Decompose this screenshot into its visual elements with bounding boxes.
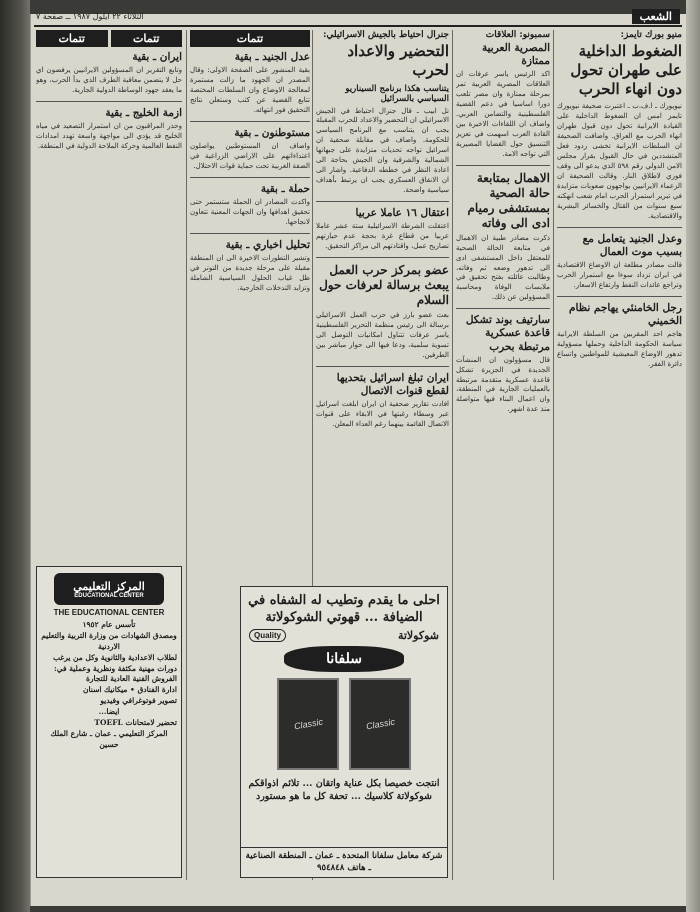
ad-line: ايضا... <box>98 707 120 716</box>
page-edge <box>686 0 700 912</box>
divider <box>190 177 310 178</box>
continuation-body: وتشير التطورات الاخيرة الى ان المنطقة مقبلة على مرحلة جديدة من التوتر في ظل غياب الحلول السياسية الشاملة وتزايد التدخلات الخارجية. <box>190 253 310 292</box>
column-egypt-relations <box>456 30 550 880</box>
news-brief-body: اعتقلت الشرطة الاسرائيلية ستة عشر عاملا عربيا من قطاع غزة بحجة عدم حيازتهم تصاريح عمل، واقتادتهم الى مراكز التحقيق. <box>316 222 449 250</box>
box-label: Classic <box>292 716 324 732</box>
column-rule <box>452 30 453 880</box>
continuations-header <box>190 30 310 47</box>
divider <box>316 257 449 258</box>
article-subhead: رجل الخامنئي يهاجم نظام الخميني <box>569 301 682 327</box>
continuation-body: وحذر المراقبون من ان استمرار التصعيد في مياه الخليج قد يؤدي الى مواجهة واسعة تهدد امدادات النفط العالمية وحركة الملاحة الدولية في المنطقة. <box>36 122 182 150</box>
masthead-logo: الشعب <box>632 9 680 24</box>
divider <box>316 201 449 202</box>
divider <box>190 233 310 234</box>
ad-line: تصوير فوتوغرافي وفيديو <box>100 696 177 706</box>
article-headline: المصرية العربية ممتازة <box>482 42 550 68</box>
continuations-title: تتمات <box>190 30 310 47</box>
continuation-title: عدل الجنيد ـ بقية <box>234 51 310 63</box>
educational-center-ad <box>36 566 182 878</box>
folio-bar <box>30 8 686 24</box>
continuation-title: مستوطنون ـ بقية <box>234 126 310 139</box>
top-rule <box>34 25 682 27</box>
continuations-title: تتمات <box>111 30 183 47</box>
article-body: بعث عضو بارز في حزب العمل الاسرائيلي برسالة الى رئيس منظمة التحرير الفلسطينية ياسر عرفات تتناول امكانيات التوصل الى تسوية سلمية، ودعا فيها الى حوار مباشر بين الطرفين. <box>316 310 449 359</box>
column-rule <box>186 30 187 880</box>
column-continuations <box>190 30 310 580</box>
ad-product-word: شوكولاتة <box>397 628 439 642</box>
article-body: قال مسؤولون ان المنشآت الجديدة في الجزيرة تشكل قاعدة عسكرية متقدمة مرتبطة بالعمليات الجارية في المنطقة، وان اعمال البناء فيها متواصلة منذ عدة اشهر. <box>456 355 550 414</box>
ad-line: المركز التعليمي ـ عمان ـ شارع الملك حسين <box>50 728 168 749</box>
quality-badge: Quality <box>249 629 286 642</box>
divider <box>36 101 182 102</box>
article-body: قالت مصادر مطلعة ان الاوضاع الاقتصادية في ايران تزداد سوءا مع استمرار الحرب وتراجع عائدات النفط وارتفاع الاسعار. <box>557 260 682 289</box>
column-continuations-left <box>36 30 182 560</box>
ad-line: ادارة الفنادق • ميكانيك اسنان <box>83 685 177 695</box>
article-subhead: ايران تبلغ اسرائيل بتحديها لقطع قنوات الاتصال <box>336 371 449 397</box>
divider <box>456 165 550 166</box>
article-subhead: يتناسب هكذا برنامج السيناريو السياسي بالسرائيل <box>345 83 449 104</box>
chocolate-ad <box>240 586 448 878</box>
ad-name-english: THE EDUCATIONAL CENTER <box>53 608 165 617</box>
divider <box>557 296 682 297</box>
article-body: افادت تقارير صحفية ان ايران ابلغت اسرائيل عبر وسطاء رغبتها في الابقاء على قنوات الاتصال القائمة بينهما رغم العداء المعلن. <box>316 399 449 428</box>
box-label: Classic <box>364 716 396 732</box>
book-binding <box>0 0 30 912</box>
continuation-body: واكدت المصادر ان الحملة ستستمر حتى تحقيق اهدافها وان الجهات المعنية تتعاون لانجاحها. <box>190 197 310 226</box>
divider <box>456 308 550 309</box>
article-headline: الضغوط الداخلية على طهران تحول دون انهاء الحرب <box>570 42 682 98</box>
chocolate-box-image <box>277 678 339 770</box>
article-kicker: جنرال احتياط بالجيش الاسرائيلي: <box>323 30 449 40</box>
product-boxes <box>241 678 447 770</box>
ad-slogan: انتجت خصيصا بكل عناية واتقان ... تلائم اذواقكم شوكولاتة كلاسيك ... تحفة كل ما هو مستورد <box>248 777 440 802</box>
logo-arabic: المركز التعليمي <box>73 579 145 593</box>
divider <box>190 121 310 122</box>
ad-footer: شركة معامل سلفانا المتحدة ـ عمان ـ المنطقة الصناعية ـ هاتف ٩٥٤٨٤٨ <box>241 847 447 877</box>
continuations-title: تتمات <box>36 30 108 47</box>
article-headline: التحضير والاعداد لحرب <box>347 42 449 79</box>
column-iran-pressures <box>557 30 682 880</box>
article-subhead: سارتيف بوند تشكل قاعدة عسكرية مرتبطة بحرب <box>465 314 550 353</box>
news-brief-title: اعتقال ١٦ عاملا عربيا <box>355 206 449 219</box>
article-headline: عضو بمركز حرب العمل يبعث برسالة لعرفات حول السلام <box>319 262 449 307</box>
article-kicker: منيو بورك تايمز: <box>620 30 682 40</box>
article-body: هاجم احد المقربين من السلطة الايرانية سياسة الحكومة الداخلية وحملها مسؤولية تدهور الاوضاع المعيشية للمواطنين واتساع دائرة الفقر. <box>557 329 682 368</box>
continuation-title: تحليل اخباري ـ بقية <box>225 238 310 251</box>
chocolate-box-image <box>349 678 411 770</box>
folio-date: الثلاثاء ٢٢ ايلول ١٩٨٧ ــ صفحة ٧ <box>36 11 144 21</box>
ad-line: تأسس عام ١٩٥٢ <box>82 620 136 629</box>
column-israeli-general <box>316 30 449 575</box>
article-body: نيويورك ـ ا.ف.ب ـ اعتبرت صحيفة نيويورك تايمز امس ان الضغوط الداخلية على القيادة الايرانية تحول دون قبول طهران انهاء الحرب مع العراق. واضافت الصحيفة ان السلطات الايرانية تخشى ردود فعل المتشددين في حال القبول بقرار مجلس الامن الدولي رقم ٥٩٨ الذي يدعو الى وقف فوري لاطلاق النار. وقالت الصحيفة ان الزعماء الايرانيين يواجهون صعوبات متزايدة في تبرير استمرار الحرب امام شعب انهكته سبع سنوات من القتال والخسائر البشرية والاقتصادية. <box>557 102 682 220</box>
brand-logo: سلفانا <box>284 646 404 672</box>
continuations-header <box>36 30 182 47</box>
continuation-body: واضاف ان المستوطنين يواصلون اعتداءاتهم على الاراضي الزراعية في الضفة الغربية تحت حماية قوات الاحتلال. <box>190 141 310 170</box>
continuation-body: بقية المنشور على الصفحة الاولى: وقال المصدر ان الجهود ما زالت مستمرة لمعالجة الاوضاع وان السلطات المختصة تتابع القضية عن كثب وستعلن نتائج التحقيق فور انتهائه. <box>190 66 310 114</box>
ad-line: الفروش الفنية العادية للتجارة <box>85 674 177 684</box>
article-body: اكد الرئيس ياسر عرفات ان العلاقات المصرية العربية تمر بمرحلة ممتازة وان مصر تلعب دورا اساسيا في دعم القضية الفلسطينية والتضامن العربي. واضاف ان اللقاءات الاخيرة بين القادة العرب اسهمت في تعزيز التنسيق حول القضايا المصيرية التي تواجه الامة. <box>456 70 550 158</box>
article-subhead: وعدل الجنيد يتعامل مع بسبب موت العمال <box>582 232 682 258</box>
ad-line: ومصدق الشهادات من وزارة التربية والتعليم الاردنية <box>41 630 177 651</box>
article-body: تل ابيب ـ قال جنرال احتياط في الجيش الاسرائيلي ان التحضير والاعداد للحرب المقبلة يجب ان يتناسب مع البرنامج السياسي للحكومة. واضاف في مقابلة صحفية ان اسرائيل تواجه تحديات متزايدة على جبهاتها الشمالية والشرقية وان الجيش بحاجة الى اعادة النظر في خططه الدفاعية. واشار الى ان الانفاق العسكري يجب ان يرتبط بأهداف سياسية واضحة. <box>316 106 449 194</box>
ad-line: تحضير لامتحانات TOEFL <box>94 717 177 727</box>
article-body: ذكرت مصادر طبية ان الاهمال في متابعة الحالة الصحية للمعتقل داخل المستشفى ادى الى تدهور وضعه ثم وفاته، وطالبت عائلته بفتح تحقيق في ملابسات الوفاة ومحاسبة المسؤولين عن ذلك. <box>456 233 550 302</box>
continuation-title: ايران ـ بقية <box>132 51 182 63</box>
column-rule <box>553 30 554 880</box>
continuation-title: ازمة الخليج ـ بقية <box>105 106 182 119</box>
divider <box>316 366 449 367</box>
continuation-body: وتابع التقرير ان المسؤولين الايرانيين يرفضون اي حل لا يتضمن معاقبة الطرف الذي بدأ الحرب، وهو ما يعقد جهود الوساطة الدولية الجارية. <box>36 66 182 94</box>
ad-line: دورات مهنية مكثفة ونظرية وعملية في: <box>54 663 177 673</box>
ad-tagline: احلى ما يقدم وتطيب له الشفاه في الضيافة ... قهوتي الشوكولاتة <box>248 593 440 625</box>
ad-brand-line <box>241 629 447 642</box>
article-kicker: سمبونو: العلاقات <box>485 30 550 40</box>
ad-line: لطلاب الاعدادية والثانوية وكل من يرغب <box>52 652 177 662</box>
article-headline: الاهمال بمتابعة حالة الصحية بمستشفى رميام ادى الى وفاته <box>467 170 550 230</box>
continuation-title: حملة ـ بقية <box>260 182 310 195</box>
divider <box>557 227 682 228</box>
educational-center-logo <box>54 573 164 605</box>
logo-english: EDUCATIONAL CENTER <box>74 592 144 599</box>
